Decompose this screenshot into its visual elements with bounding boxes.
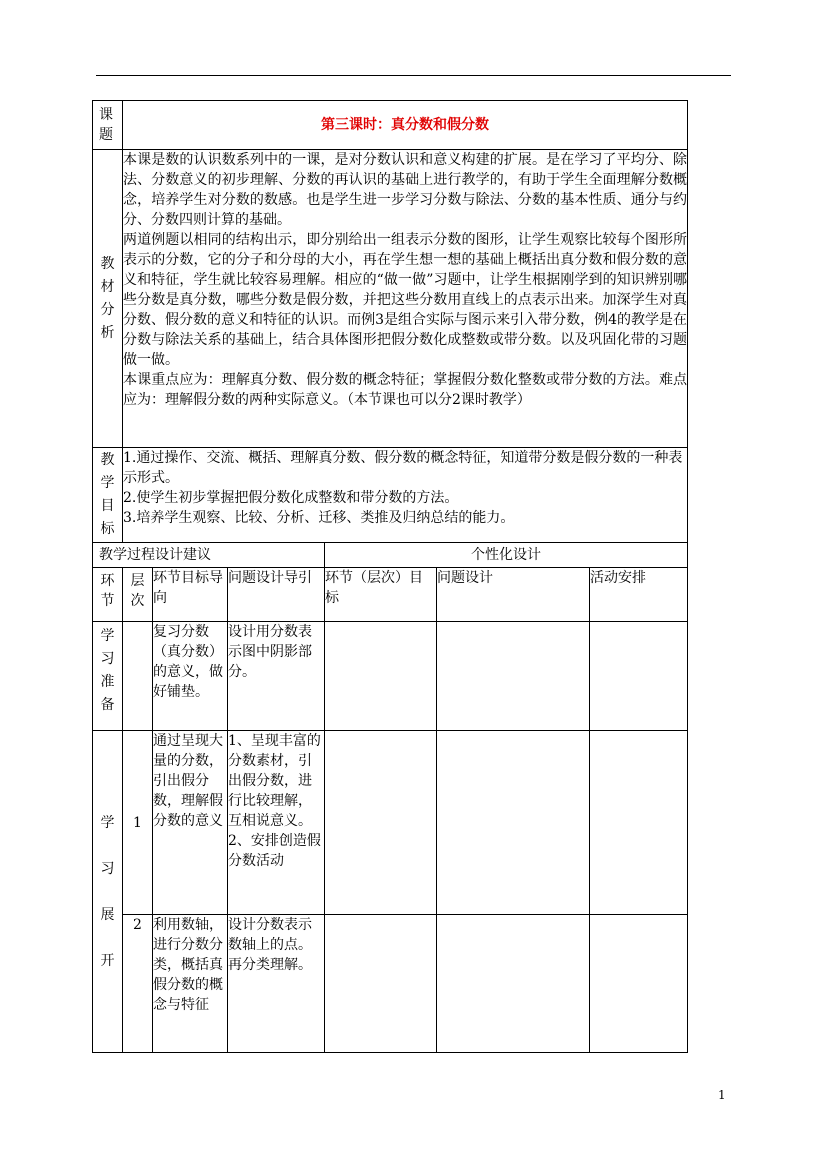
col-stage: 环节: [93, 568, 123, 622]
goal-item: 2.使学生初步掌握把假分数化成整数和带分数的方法。: [123, 490, 459, 506]
table-row: [93, 731, 688, 915]
topic-label: 课题: [93, 101, 123, 150]
goal-cell: 复习分数（真分数）的意义，做好铺垫。: [153, 622, 228, 731]
stage-char: 备: [100, 697, 115, 713]
question-cell: 设计用分数表示图中阴影部分。: [228, 622, 325, 731]
question-cell: 设计分数表示数轴上的点。再分类理解。: [228, 915, 325, 1053]
stage-char: 学: [100, 814, 115, 831]
stage-char: 习: [100, 651, 115, 667]
stage-cell: [93, 731, 123, 1053]
table-row: [93, 622, 688, 731]
goal-cell: 通过呈现大量的分数，引出假分数，理解假分数的意义: [153, 731, 228, 915]
stage-cell: [93, 622, 123, 731]
empty-cell: [590, 731, 688, 915]
analysis-row: [93, 150, 688, 448]
col-question: 问题设计导引: [228, 568, 325, 622]
analysis-label-char: 析: [100, 324, 115, 341]
title-row: [93, 101, 688, 150]
empty-cell: [590, 622, 688, 731]
stage-char: 准: [100, 674, 115, 690]
goal-item: 3.培养学生观察、比较、分析、迁移、类推及归纳总结的能力。: [123, 510, 515, 526]
column-header-row: [93, 568, 688, 622]
analysis-label-char: 分: [100, 301, 115, 318]
level-cell: 2: [123, 915, 153, 1053]
goals-label-char: 标: [100, 521, 115, 537]
goals-label-char: 学: [100, 475, 115, 491]
col-activity: 活动安排: [590, 568, 688, 622]
stage-char: 开: [100, 952, 115, 969]
goals-row: [93, 448, 688, 543]
empty-cell: [437, 622, 590, 731]
analysis-paragraph: 本课重点应为：理解真分数、假分数的概念特征；掌握假分数化整数或带分数的方法。难点应为：理解假分数的两种实际意义。（本节课也可以分2课时教学）: [123, 372, 688, 408]
analysis-label: [93, 150, 123, 448]
analysis-paragraph: 两道例题以相同的结构出示，即分别给出一组表示分数的图形，让学生观察比较每个图形所表示的分数，它的分子和分母的大小，再在学生想一想的基础上概括出真分数和假分数的意义和特征，学生就比较容易理解。相应的“做一做”习题中，让学生根据刚学到的知识辨别哪些分数是真分数，哪些分数是假分数，并把这些分数用直线上的点表示出来。加深学生对真分数、假分数的意义和特征的认识。而例3是组合实际与图示来引入带分数，例4的教学是在分数与除法关系的基础上，结合具体图形把假分数化成整数或带分数。以及巩固化带的习题做一做。: [123, 232, 688, 368]
goals-label: [93, 448, 123, 543]
col-level: 层次: [123, 568, 153, 622]
col-question-design: 问题设计: [437, 568, 590, 622]
analysis-label-char: 教: [100, 255, 115, 272]
col-stage-level-goal: 环节（层次）目标: [325, 568, 437, 622]
question-line: 2、安排创造假分数活动: [228, 833, 321, 869]
empty-cell: [325, 915, 437, 1053]
col-goal: 环节目标导向: [153, 568, 228, 622]
process-left-header: 教学过程设计建议: [93, 543, 325, 568]
stage-char: 展: [100, 906, 115, 923]
empty-cell: [437, 915, 590, 1053]
level-cell: 1: [123, 731, 153, 915]
stage-char: 学: [100, 628, 115, 644]
empty-cell: [325, 731, 437, 915]
stage-char: 习: [100, 860, 115, 877]
analysis-label-char: 材: [100, 278, 115, 295]
empty-cell: [325, 622, 437, 731]
analysis-paragraph: 本课是数的认识数系列中的一课，是对分数认识和意义构建的扩展。是在学习了平均分、除法、分数意义的初步理解、分数的再认识的基础上进行教学的，有助于学生全面理解分数概念，培养学生对分数的数感。也是学生进一步学习分数与除法、分数的基本性质、通分与约分、分数四则计算的基础。: [123, 152, 688, 228]
table-row: [93, 915, 688, 1053]
goals-label-char: 目: [100, 498, 115, 514]
goal-item: 1.通过操作、交流、概括、理解真分数、假分数的概念特征，知道带分数是假分数的一种表示形式。: [123, 450, 683, 486]
empty-cell: [437, 731, 590, 915]
header-rule: [96, 75, 731, 76]
question-cell: [228, 731, 325, 915]
lesson-plan-table: [92, 100, 688, 1053]
analysis-text: [123, 150, 688, 448]
goals-label-char: 教: [100, 452, 115, 468]
page-number: 1: [718, 1088, 726, 1102]
goals-text: [123, 448, 688, 543]
process-right-header: 个性化设计: [325, 543, 688, 568]
level-cell: [123, 622, 153, 731]
process-header-row: [93, 543, 688, 568]
lesson-title: 第三课时：真分数和假分数: [123, 101, 688, 150]
empty-cell: [590, 915, 688, 1053]
goal-cell: 利用数轴，进行分数分类，概括真假分数的概念与特征: [153, 915, 228, 1053]
question-line: 1、呈现丰富的分数素材，引出假分数，进行比较理解，互相说意义。: [228, 733, 321, 829]
